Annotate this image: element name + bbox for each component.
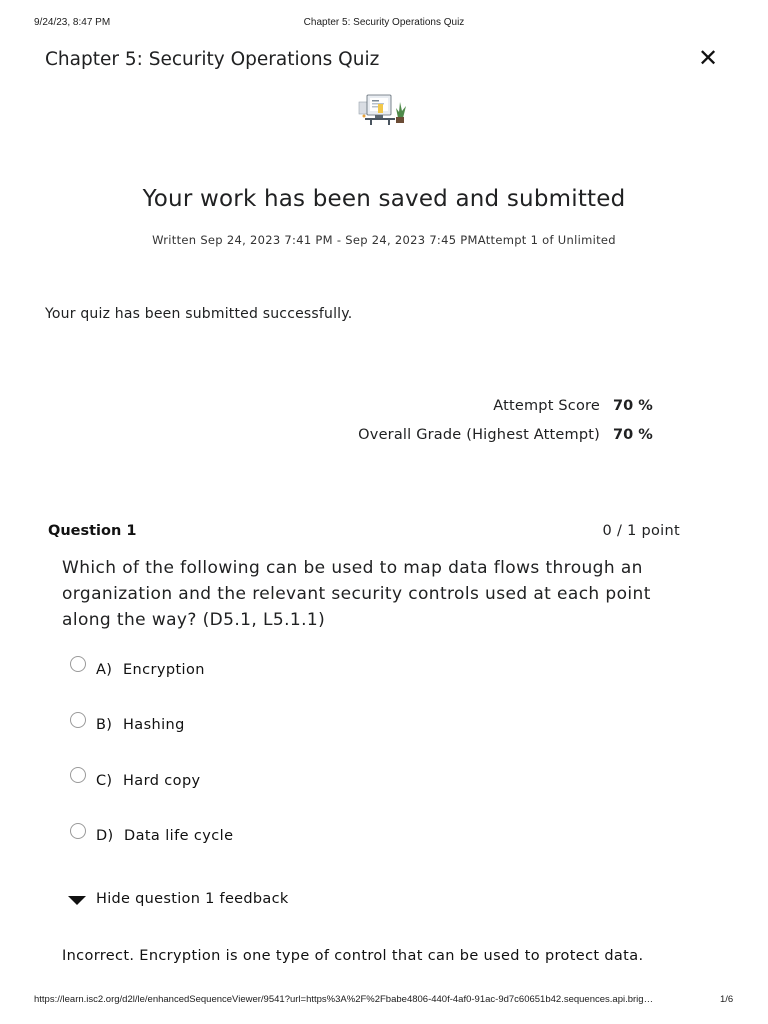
quiz-title: Chapter 5: Security Operations Quiz [45,49,380,70]
option-c-letter: C) [96,773,113,789]
close-button[interactable] [696,44,720,72]
option-c-label: Hard copy [123,773,201,789]
print-datetime: 9/24/23, 8:47 PM [34,17,111,28]
hide-feedback-label: Hide question 1 feedback [96,891,289,907]
option-d-letter: D) [96,828,114,844]
overall-grade-value: 70 % [613,427,653,443]
print-page-number: 1/6 [720,994,734,1005]
hide-feedback-toggle[interactable] [68,891,289,907]
quiz-submitted-illustration [356,92,408,126]
question-text: Which of the following can be used to map data flows through an organization and the relevant security controls used at each point along the way? (D5.1, L5.1.1) [62,558,651,630]
submission-message: Your quiz has been submitted successfully. [45,306,353,322]
print-page-title: Chapter 5: Security Operations Quiz [303,17,465,28]
option-b-radio[interactable] [70,712,86,728]
option-a-letter: A) [96,662,113,678]
option-a-label: Encryption [123,662,205,678]
attempt-timestamp: Written Sep 24, 2023 7:41 PM - Sep 24, 2023 7:45 PMAttempt 1 of Unlimited [152,233,616,247]
option-d-radio[interactable] [70,823,86,839]
caret-down-icon [68,896,86,905]
option-b-letter: B) [96,717,113,733]
attempt-score-label: Attempt Score [493,398,600,414]
option-d-label: Data life cycle [124,828,234,844]
question-title: Question 1 [48,523,137,539]
option-a-radio[interactable] [70,656,86,672]
overall-grade-label: Overall Grade (Highest Attempt) [358,427,600,443]
attempt-score-value: 70 % [613,398,653,414]
close-icon: ✕ [697,44,719,72]
submission-heading: Your work has been saved and submitted [142,186,626,212]
question-points: 0 / 1 point [602,523,680,539]
option-b-label: Hashing [123,717,185,733]
print-url: https://learn.isc2.org/d2l/le/enhancedSequenceViewer/9541?url=https%3A%2F%2Fbabe4806-440f-4af0-91ac-9d7c60651b42.sequences.api.brig… [34,994,654,1005]
option-c-radio[interactable] [70,767,86,783]
question-feedback: Incorrect. Encryption is one type of control that can be used to protect data. [62,948,644,964]
